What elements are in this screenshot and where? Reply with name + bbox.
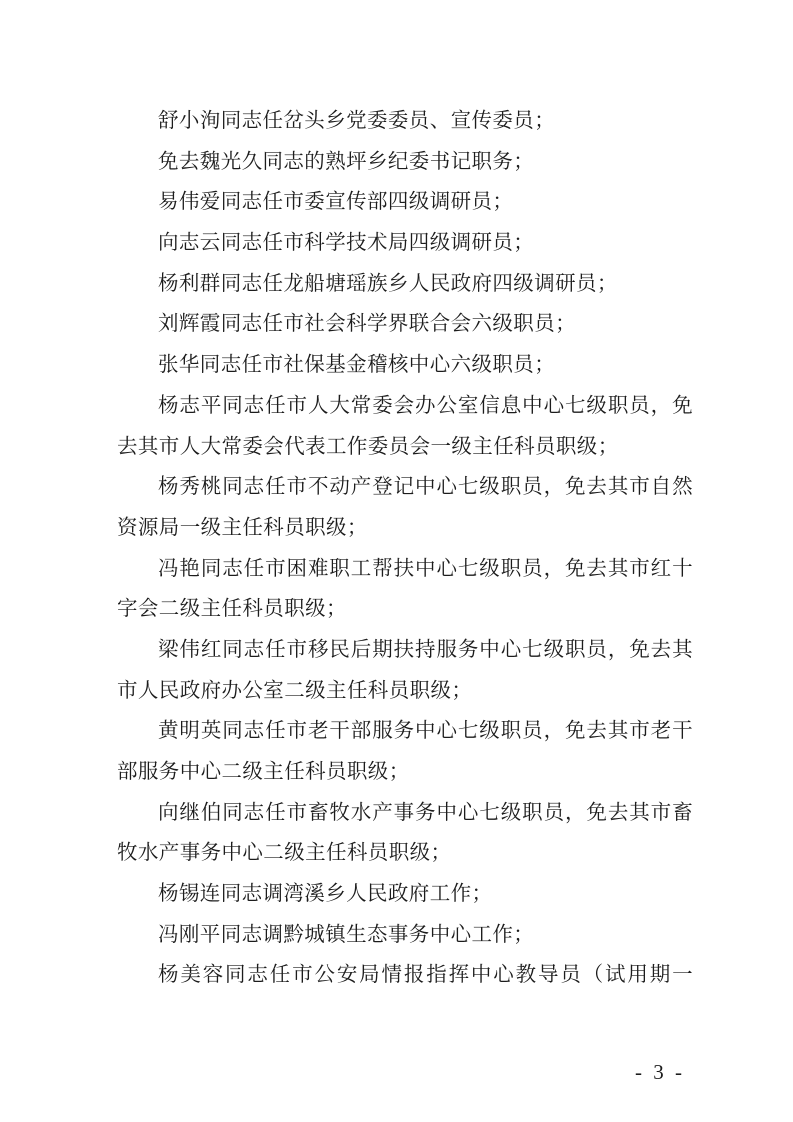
document-line: 冯刚平同志调黔城镇生态事务中心工作； [158,923,535,946]
document-line: 资源局一级主任科员职级； [117,516,368,539]
document-line: 杨利群同志任龙船塘瑶族乡人民政府四级调研员； [158,272,618,295]
document-line: 杨秀桃同志任市不动产登记中心七级职员，免去其市自然 [158,476,693,499]
document-line: 牧水产事务中心二级主任科员职级； [117,842,452,865]
document-line: 部服务中心二级主任科员职级； [117,761,410,783]
document-body [117,101,693,996]
document-line: 梁伟红同志任市移民后期扶持服务中心七级职员，免去其 [158,638,693,661]
document-line: 张华同志任市社保基金稽核中心六级职员； [158,354,556,377]
document-line: 市人民政府办公室二级主任科员职级； [117,679,473,702]
document-line: 向继伯同志任市畜牧水产事务中心七级职员，免去其市畜 [158,801,693,824]
document-line: 易伟爱同志任市委宣传部四级调研员； [158,191,514,214]
document-line: 冯艳同志任市困难职工帮扶中心七级职员，免去其市红十 [158,557,693,580]
document-line: 杨志平同志任市人大常委会办公室信息中心七级职员，免 [158,394,693,417]
document-line: 舒小洵同志任岔头乡党委委员、宣传委员； [158,110,556,132]
page-number: - 3 - [635,1060,685,1084]
document-line: 向志云同志任市科学技术局四级调研员； [158,232,535,255]
document-line: 刘辉霞同志任市社会科学界联合会六级职员； [158,313,576,336]
document-line: 杨美容同志任市公安局情报指挥中心教导员（试用期一 [158,964,693,987]
document-line: 免去魏光久同志的熟坪乡纪委书记职务； [158,150,535,173]
document-line: 去其市人大常委会代表工作委员会一级主任科员职级； [117,435,619,458]
document-line: 黄明英同志任市老干部服务中心七级职员，免去其市老干 [158,720,693,743]
document-line: 字会二级主任科员职级； [117,598,347,621]
document-line: 杨锡连同志调湾溪乡人民政府工作； [158,883,493,906]
